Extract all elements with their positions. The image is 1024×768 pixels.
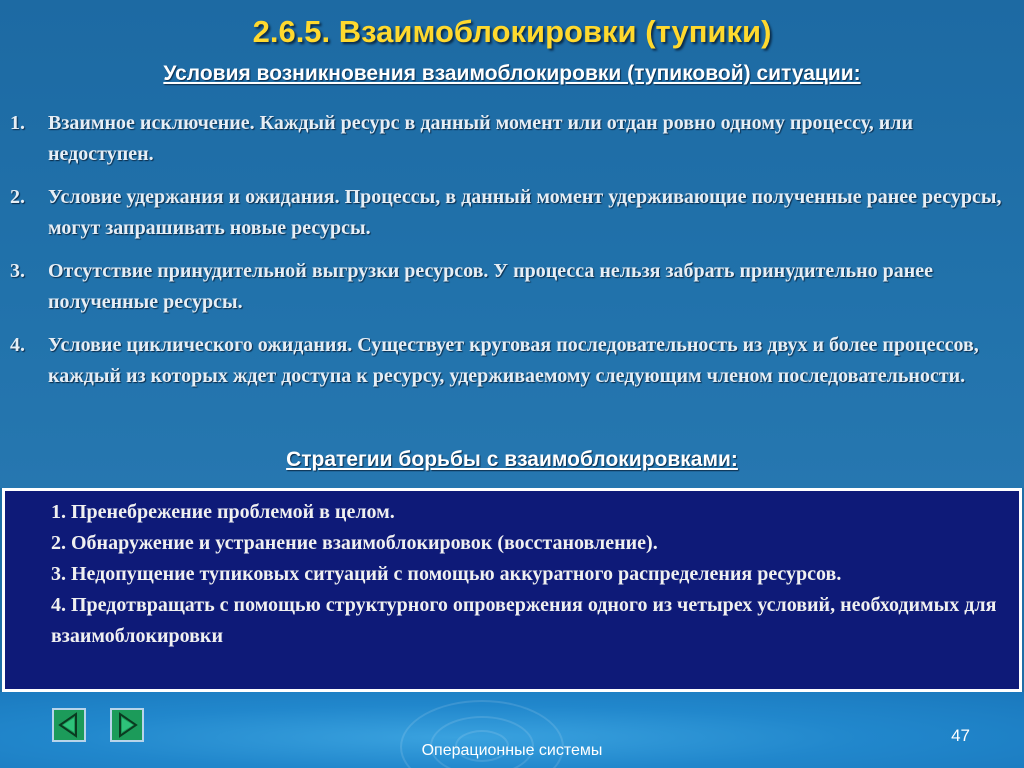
strategies-heading: Стратегии борьбы с взаимоблокировками:: [286, 448, 738, 471]
condition-number: 4.: [10, 334, 25, 356]
condition-item: [10, 182, 1010, 244]
strategies-box: [2, 488, 1022, 692]
strategy-item: 2. Обнаружение и устранение взаимоблокировок (восстановление).: [51, 532, 658, 554]
condition-number: 1.: [10, 112, 25, 134]
strategy-item: 4. Предотвращать с помощью структурного опровержения одного из четырех условий, необходимых для взаимоблокировки: [51, 594, 997, 647]
strategy-item: 1. Пренебрежение проблемой в целом.: [51, 501, 395, 523]
prev-slide-button[interactable]: [52, 708, 86, 742]
triangle-left-icon: [54, 710, 84, 740]
condition-text: Условие циклического ожидания. Существует круговая последовательность из двух и более процессов, каждый из которых ждет доступа к ресурсу, удерживаемому следующим членом последовательности.: [48, 334, 979, 387]
condition-number: 2.: [10, 186, 25, 208]
condition-text: Отсутствие принудительной выгрузки ресурсов. У процесса нельзя забрать принудительно ранее полученные ресурсы.: [48, 260, 933, 313]
conditions-heading: Условия возникновения взаимоблокировки (тупиковой) ситуации:: [163, 62, 861, 85]
condition-text: Условие удержания и ожидания. Процессы, в данный момент удерживающие полученные ранее ресурсы, могут запрашивать новые ресурсы.: [48, 186, 1002, 239]
condition-item: [10, 330, 1010, 392]
triangle-right-icon: [112, 710, 142, 740]
conditions-list: [10, 108, 1010, 404]
condition-item: [10, 108, 1010, 170]
condition-text: Взаимное исключение. Каждый ресурс в данный момент или отдан ровно одному процессу, или недоступен.: [48, 112, 913, 165]
strategies-list: [5, 491, 1019, 652]
next-slide-button[interactable]: [110, 708, 144, 742]
strategy-item: 3. Недопущение тупиковых ситуаций с помощью аккуратного распределения ресурсов.: [51, 563, 842, 585]
condition-number: 3.: [10, 260, 25, 282]
slide-title: 2.6.5. Взаимоблокировки (тупики): [252, 14, 772, 49]
page-number: 47: [951, 726, 970, 745]
condition-item: [10, 256, 1010, 318]
course-name: Операционные системы: [421, 742, 603, 759]
